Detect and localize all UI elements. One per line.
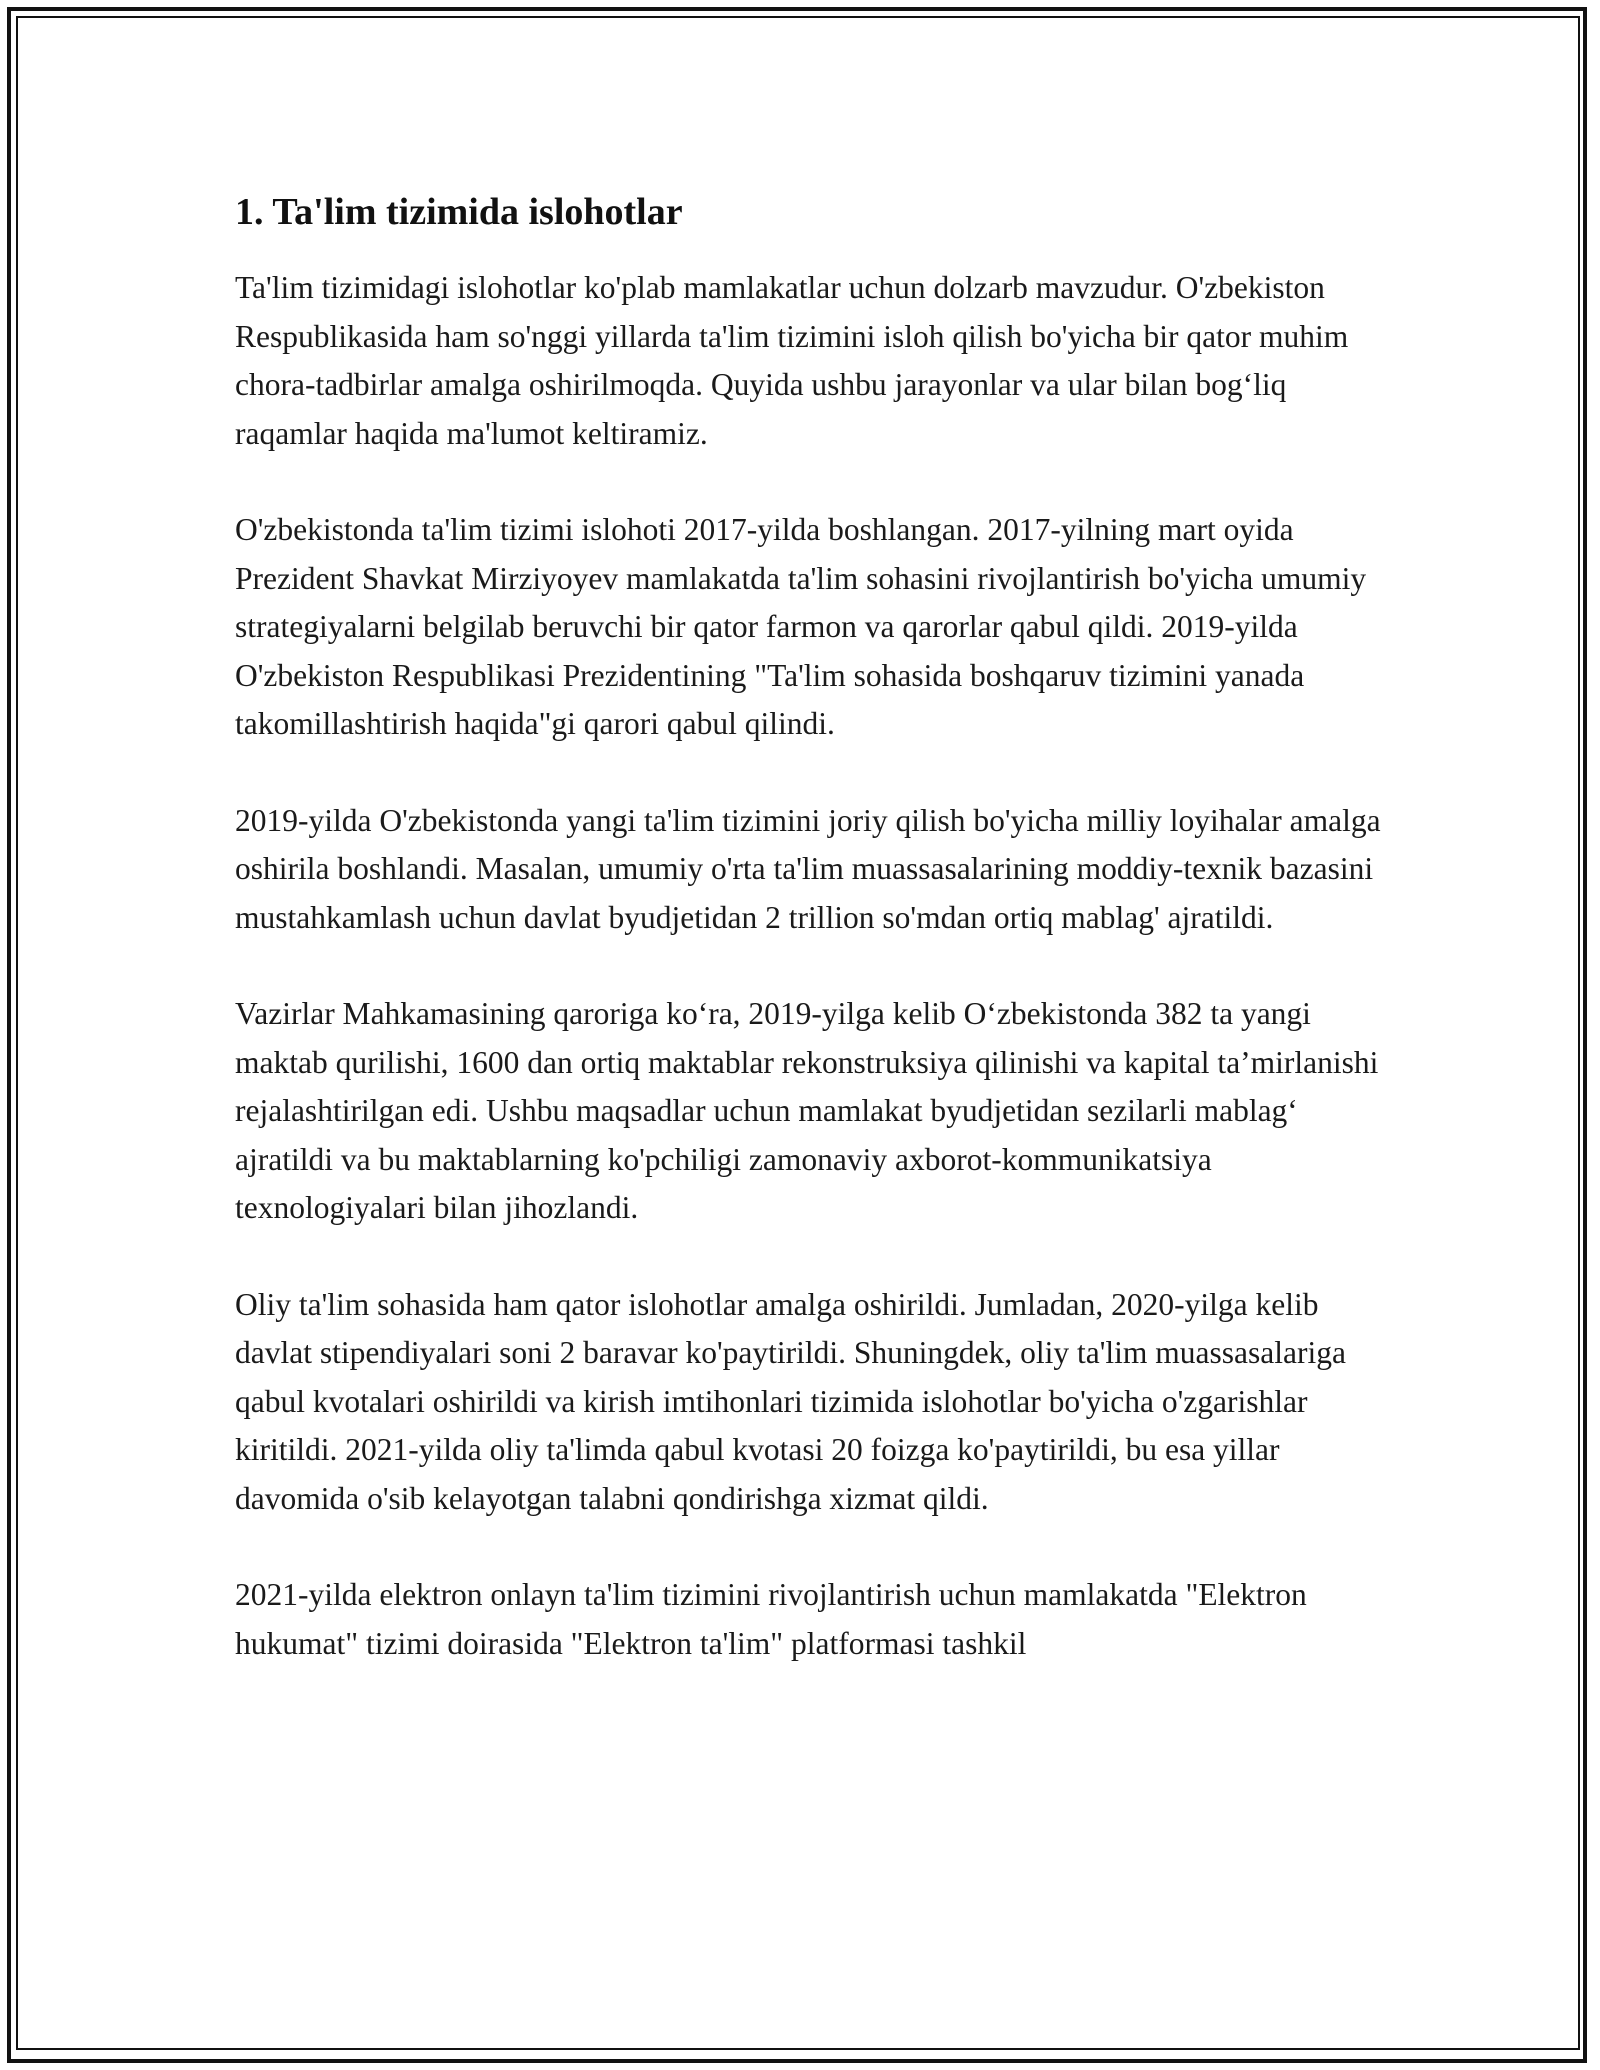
paragraph-schools: Vazirlar Mahkamasining qaroriga ko‘ra, 2019-yilga kelib O‘zbekistonda 382 ta yangi maktab qurilishi, 1600 dan ortiq maktablar rekonstruksiya qilinishi va kapital ta’mirlanishi rejalashtirilgan edi. Ushbu maqsadlar uchun mamlakat byudjetidan sezilarli mablag‘ ajratildi va bu maktablarning ko'pchiligi zamonaviy axborot-kommunikatsiya texnologiyalari bilan jihozlandi. xyxy=(235,996,1379,1225)
paragraph-higher-education: Oliy ta'lim sohasida ham qator islohotlar amalga oshirildi. Jumladan, 2020-yilga kelib davlat stipendiyalari soni 2 baravar ko'paytirildi. Shuningdek, oliy ta'lim muassasalariga qabul kvotalari oshirildi va kirish imtihonlari tizimida islohotlar bo'yicha o'zgarishlar kiritildi. 2021-yilda oliy ta'limda qabul kvotasi 20 foizga ko'paytirildi, bu esa yillar davomida o'sib kelayotgan talabni qondirishga xizmat qildi. xyxy=(235,1286,1346,1516)
paragraph-national-projects: 2019-yilda O'zbekistonda yangi ta'lim tizimini joriy qilish bo'yicha milliy loyihalar amalga oshirila boshlandi. Masalan, umumiy o'rta ta'lim muassasalarining moddiy-texnik bazasini mustahkamlash uchun davlat byudjetidan 2 trillion so'mdan ortiq mablag' ajratildi. xyxy=(235,802,1381,935)
paragraph-reform-start: O'zbekistonda ta'lim tizimi islohoti 2017-yilda boshlangan. 2017-yilning mart oyida Prezident Shavkat Mirziyoyev mamlakatda ta'lim sohasini rivojlantirish bo'yicha umumiy strategiyalarni belgilab beruvchi bir qator farmon va qarorlar qabul qildi. 2019-yilda O'zbekiston Respublikasi Prezidentining "Ta'lim sohasida boshqaruv tizimini yanada takomillashtirish haqida"gi qarori qabul qilindi. xyxy=(235,512,1367,741)
document-body xyxy=(235,186,1385,1716)
paragraph-e-learning: 2021-yilda elektron onlayn ta'lim tizimini rivojlantirish uchun mamlakatda "Elektron hukumat" tizimi doirasida "Elektron ta'lim" platformasi tashkil xyxy=(235,1577,1307,1661)
section-heading: 1. Ta'lim tizimida islohotlar xyxy=(235,191,683,233)
paragraph-intro: Ta'lim tizimidagi islohotlar ko'plab mamlakatlar uchun dolzarb mavzudur. O'zbekiston Respublikasida ham so'nggi yillarda ta'lim tizimini isloh qilish bo'yicha bir qator muhim chora-tadbirlar amalga oshirilmoqda. Quyida ushbu jarayonlar va ular bilan bog‘liq raqamlar haqida ma'lumot keltiramiz. xyxy=(235,270,1349,451)
